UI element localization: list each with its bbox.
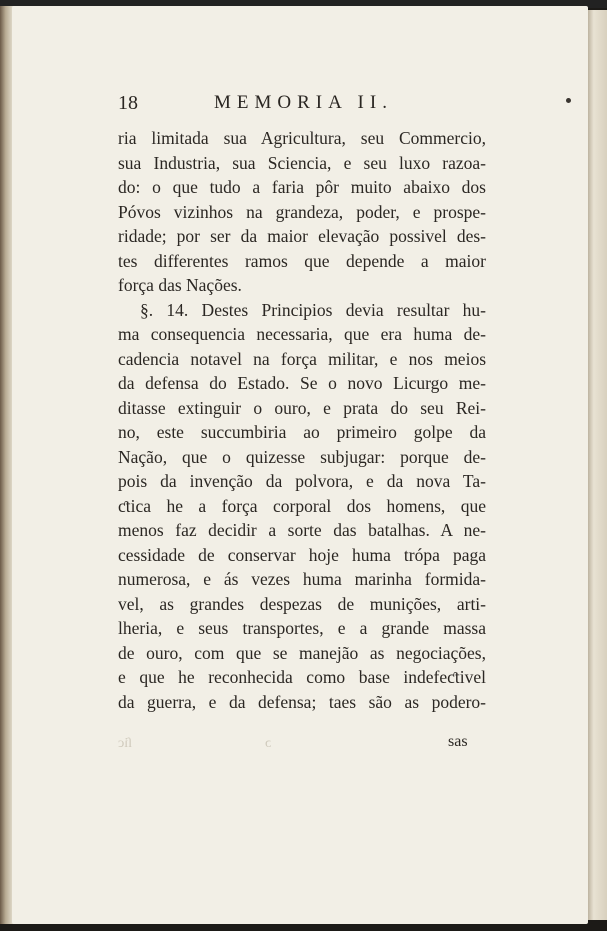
page-number: 18 [118, 92, 138, 114]
text-line: ƈtica he a força corporal dos homens, que [118, 495, 486, 516]
text-line: lheria, e seus transportes, e a grande massa [118, 618, 486, 638]
text-line: cadencia notavel na força militar, e nos meios [118, 348, 486, 369]
body-text [118, 126, 486, 714]
text-line: cessidade de conservar hoje huma trópa paga [118, 544, 486, 565]
text-line: ma consequencia necessaria, que era huma de- [118, 324, 486, 344]
text-line: ditasse extinguir o ouro, e prata do seu Rei- [118, 397, 486, 418]
text-line: e que he reconhecida como base indefeƈtivel [118, 667, 486, 687]
catchword: sas [448, 733, 468, 750]
text-line: sua Industria, sua Sciencia, e seu luxo razoa- [118, 152, 486, 173]
ink-spot [566, 98, 571, 103]
show-through-mark: ɔ [265, 736, 272, 751]
text-line: numerosa, e ás vezes huma marinha formida- [118, 569, 486, 589]
show-through-mark: ſic [118, 736, 132, 751]
next-page-edge [588, 10, 607, 920]
text-line: Nação, que o quizesse subjugar: porque de- [118, 446, 486, 467]
text-line: do: o que tudo a faria pôr muito abaixo dos [118, 177, 486, 197]
text-line: vel, as grandes despezas de munições, arti- [118, 593, 486, 614]
text-line: da defensa do Estado. Se o novo Licurgo me- [118, 373, 486, 393]
text-line: força das Nações. [118, 275, 242, 295]
text-line: da guerra, e da defensa; taes são as podero- [118, 691, 486, 712]
text-line: de ouro, com que se manejão as negociações, [118, 642, 486, 663]
text-line: Póvos vizinhos na grandeza, poder, e prospe- [118, 201, 486, 222]
text-line: menos faz decidir a sorte das batalhas. A ne- [118, 520, 486, 540]
text-line: tes differentes ramos que depende a maior [118, 250, 486, 271]
text-line: no, este succumbiria ao primeiro golpe da [118, 422, 486, 442]
text-line: ridade; por ser da maior elevação possivel des- [118, 226, 486, 246]
text-line: pois da invenção da polvora, e da nova Ta- [118, 471, 486, 491]
text-line: §. 14. Destes Principios devia resultar hu- [140, 299, 486, 320]
page-header [118, 92, 480, 118]
text-line: ria limitada sua Agricultura, seu Commercio, [118, 128, 486, 148]
running-head: MEMORIA II. [214, 92, 393, 113]
